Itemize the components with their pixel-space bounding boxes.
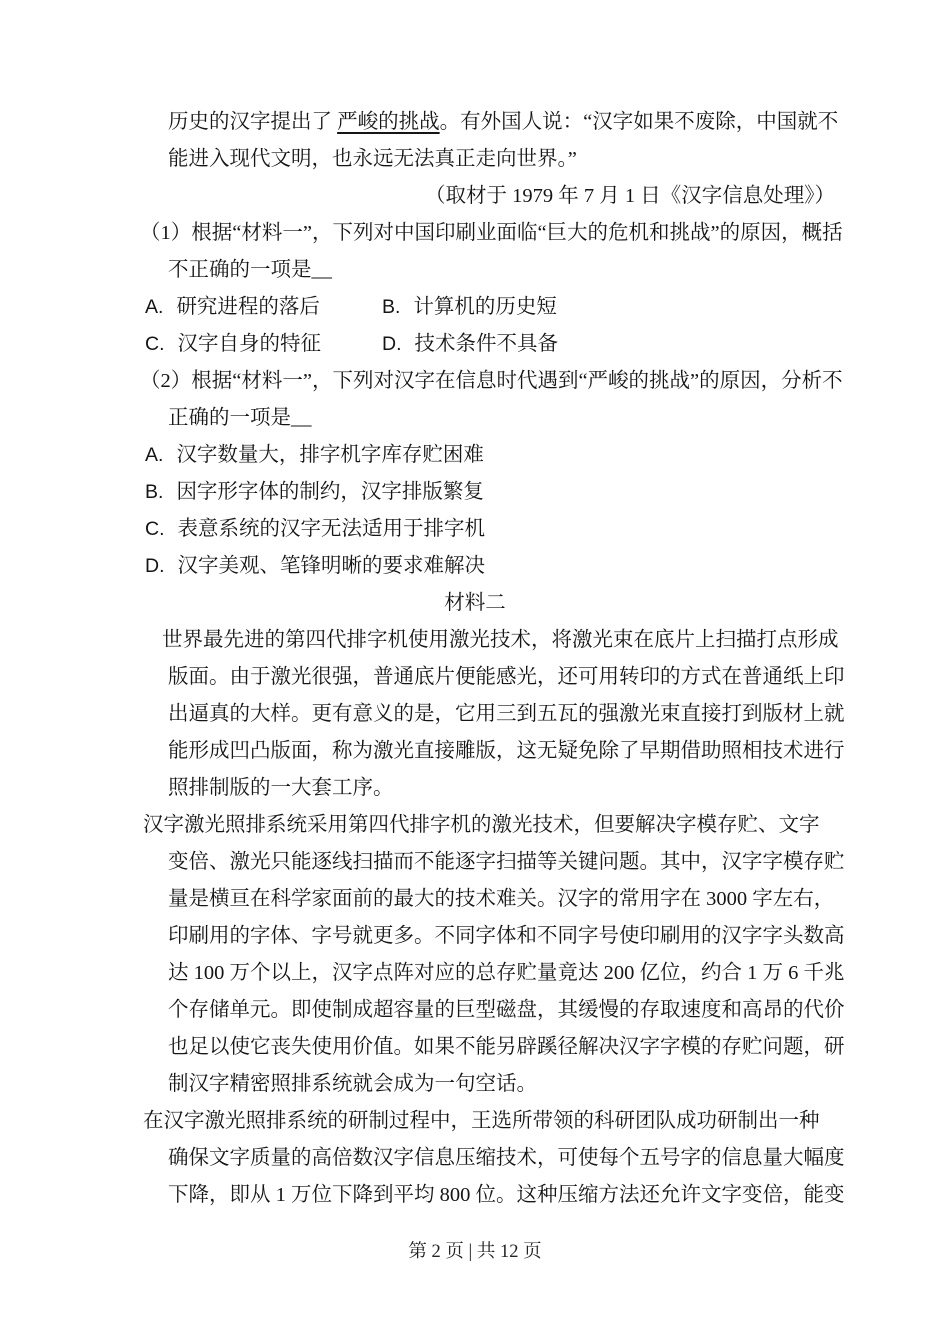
material2-para1-line-1: 世界最先进的第四代排字机使用激光技术，将激光束在底片上扫描打点形成	[162, 629, 839, 651]
question1-option-d-label: D.	[382, 333, 402, 355]
material2-para1-line-3: 出逼真的大样。更有意义的是，它用三到五瓦的强激光束直接打到版材上就	[168, 703, 845, 725]
material2-para2-line-2: 变倍、激光只能逐线扫描而不能逐字扫描等关键问题。其中，汉字字模存贮	[168, 851, 845, 873]
question1-option-d	[382, 326, 558, 363]
material2-para3-line-2: 确保文字质量的高倍数汉字信息压缩技术，可使每个五号字的信息量大幅度	[168, 1147, 845, 1169]
question1-option-b-text: 计算机的历史短	[413, 296, 557, 318]
question2-option-b-label: B.	[145, 481, 164, 503]
material2-para2-line-5: 达 100 万个以上，汉字点阵对应的总存贮量竟达 200 亿位，约合 1 万 6 千兆	[168, 962, 845, 984]
question1-option-a-label: A.	[145, 296, 164, 318]
intro-line-2: 能进入现代文明，也永远无法真正走向世界。”	[168, 148, 577, 170]
question2-option-d	[0, 548, 950, 585]
page-footer: 第 2 页 | 共 12 页	[408, 1242, 542, 1262]
material2-para1-line-5: 照排制版的一大套工序。	[168, 777, 394, 799]
question2-option-c-text: 表意系统的汉字无法适用于排字机	[177, 518, 485, 540]
question1-option-a	[145, 289, 320, 326]
question1-stem-line-2: 不正确的一项是__	[168, 259, 332, 281]
material2-para2-line-3: 量是横亘在科学家面前的最大的技术难关。汉字的常用字在 3000 字左右，	[168, 888, 835, 910]
question1-option-c-text: 汉字自身的特征	[177, 333, 321, 355]
question2-option-a-text: 汉字数量大，排字机字库存贮困难	[176, 444, 484, 466]
material2-para3-line-1: 在汉字激光照排系统的研制过程中，王选所带领的科研团队成功研制出一种	[143, 1110, 820, 1132]
material2-heading: 材料二	[444, 592, 506, 614]
page-content	[0, 104, 950, 1214]
question1-option-d-text: 技术条件不具备	[414, 333, 558, 355]
question1-stem-line-1: （1）根据“材料一”，下列对中国印刷业面临“巨大的危机和挑战”的原因，概括	[140, 222, 843, 244]
material2-para3-line-3: 下降，即从 1 万位下降到平均 800 位。这种压缩方法还允许文字变倍，能变	[168, 1184, 845, 1206]
question2-option-a	[0, 437, 950, 474]
question2-option-c	[0, 511, 950, 548]
intro-line1-pre: 历史的汉字提出了	[168, 111, 338, 133]
question2-stem-line-1: （2）根据“材料一”，下列对汉字在信息时代遇到“严峻的挑战”的原因，分析不	[140, 370, 843, 392]
material2-para2-line-6: 个存储单元。即使制成超容量的巨型磁盘，其缓慢的存取速度和高昂的代价	[168, 999, 845, 1021]
question1-options-row-1	[0, 289, 950, 326]
question2-option-d-label: D.	[145, 555, 165, 577]
question1-option-c	[145, 326, 321, 363]
question1-option-b	[382, 289, 557, 326]
question1-option-a-text: 研究进程的落后	[176, 296, 320, 318]
question1-options-row-2	[0, 326, 950, 363]
question2-option-d-text: 汉字美观、笔锋明晰的要求难解决	[177, 555, 485, 577]
material2-para2-line-4: 印刷用的字体、字号就更多。不同字体和不同字号使印刷用的汉字字头数高	[168, 925, 845, 947]
question2-option-a-label: A.	[145, 444, 164, 466]
intro-line-1	[0, 104, 950, 141]
material2-para2-line-7: 也足以使它丧失使用价值。如果不能另辟蹊径解决汉字字模的存贮问题，研	[168, 1036, 845, 1058]
question2-option-c-label: C.	[145, 518, 165, 540]
material2-para2-line-8: 制汉字精密照排系统就会成为一句空话。	[168, 1073, 537, 1095]
source-attribution: （取材于 1979 年 7 月 1 日《汉字信息处理》）	[425, 185, 835, 207]
question2-option-b	[0, 474, 950, 511]
material2-para1-line-4: 能形成凹凸版面，称为激光直接雕版，这无疑免除了早期借助照相技术进行	[168, 740, 845, 762]
intro-underlined-phrase: 严峻的挑战	[337, 111, 440, 133]
question2-stem-line-2: 正确的一项是__	[168, 407, 312, 429]
question1-option-b-label: B.	[382, 296, 401, 318]
material2-para2-line-1: 汉字激光照排系统采用第四代排字机的激光技术，但要解决字模存贮、文字	[143, 814, 820, 836]
question2-option-b-text: 因字形字体的制约，汉字排版繁复	[176, 481, 484, 503]
intro-line1-post: 。有外国人说：“汉字如果不废除，中国就不	[439, 111, 839, 133]
material2-para1-line-2: 版面。由于激光很强，普通底片便能感光，还可用转印的方式在普通纸上印	[168, 666, 845, 688]
question1-option-c-label: C.	[145, 333, 165, 355]
